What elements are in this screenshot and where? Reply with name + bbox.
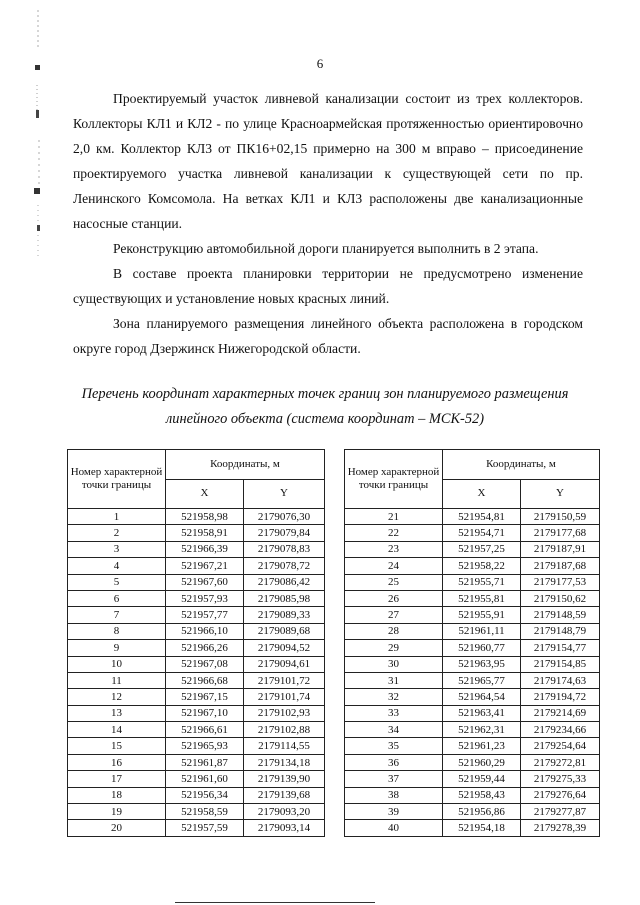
table-row bbox=[68, 574, 325, 590]
x-coordinate-cell: 521958,59 bbox=[166, 804, 244, 820]
y-coordinate-cell: 2179102,88 bbox=[244, 722, 325, 738]
footnote-divider bbox=[175, 902, 375, 903]
point-number-cell: 17 bbox=[68, 771, 166, 787]
y-coordinate-cell: 2179194,72 bbox=[521, 689, 600, 705]
table-row bbox=[345, 771, 600, 787]
y-coordinate-cell: 2179085,98 bbox=[244, 590, 325, 606]
point-number-cell: 16 bbox=[68, 754, 166, 770]
x-coordinate-cell: 521954,81 bbox=[443, 509, 521, 525]
table-row bbox=[68, 623, 325, 639]
table-row bbox=[345, 558, 600, 574]
x-coordinate-cell: 521954,18 bbox=[443, 820, 521, 836]
y-coordinate-cell: 2179254,64 bbox=[521, 738, 600, 754]
y-coordinate-cell: 2179187,91 bbox=[521, 541, 600, 557]
y-coordinate-cell: 2179094,52 bbox=[244, 640, 325, 656]
coordinates-rows-left bbox=[68, 509, 325, 837]
point-number-cell: 29 bbox=[345, 640, 443, 656]
y-coordinate-cell: 2179154,77 bbox=[521, 640, 600, 656]
y-coordinate-cell: 2179101,72 bbox=[244, 672, 325, 688]
table-title: Перечень координат характерных точек границ зон планируемого размещения линейного объекта (система координат – МСК-52) bbox=[81, 386, 569, 427]
point-number-cell: 12 bbox=[68, 689, 166, 705]
table-row bbox=[345, 509, 600, 525]
y-coordinate-cell: 2179078,72 bbox=[244, 558, 325, 574]
y-coordinate-cell: 2179154,85 bbox=[521, 656, 600, 672]
x-coordinate-cell: 521961,60 bbox=[166, 771, 244, 787]
paragraph-red-lines: В составе проекта планировки территории не предусмотрено изменение существующих и установление новых красных линий. bbox=[73, 266, 583, 306]
y-coordinate-cell: 2179093,14 bbox=[244, 820, 325, 836]
y-coordinate-cell: 2179094,61 bbox=[244, 656, 325, 672]
y-coordinate-cell: 2179150,59 bbox=[521, 509, 600, 525]
table-row bbox=[345, 541, 600, 557]
x-coordinate-cell: 521957,93 bbox=[166, 590, 244, 606]
x-coordinate-cell: 521959,44 bbox=[443, 771, 521, 787]
x-coordinate-cell: 521965,77 bbox=[443, 672, 521, 688]
point-number-cell: 19 bbox=[68, 804, 166, 820]
point-number-cell: 30 bbox=[345, 656, 443, 672]
x-coordinate-cell: 521962,31 bbox=[443, 722, 521, 738]
y-coordinate-cell: 2179134,18 bbox=[244, 754, 325, 770]
point-number-cell: 36 bbox=[345, 754, 443, 770]
point-number-cell: 22 bbox=[345, 525, 443, 541]
table-row bbox=[68, 558, 325, 574]
point-number-cell: 20 bbox=[68, 820, 166, 836]
point-number-cell: 1 bbox=[68, 509, 166, 525]
table-row bbox=[345, 804, 600, 820]
y-coordinate-cell: 2179148,59 bbox=[521, 607, 600, 623]
x-coordinate-cell: 521957,25 bbox=[443, 541, 521, 557]
x-coordinate-cell: 521958,91 bbox=[166, 525, 244, 541]
x-coordinate-cell: 521961,87 bbox=[166, 754, 244, 770]
x-coordinate-cell: 521957,77 bbox=[166, 607, 244, 623]
x-coordinate-cell: 521954,71 bbox=[443, 525, 521, 541]
y-coordinate-cell: 2179278,39 bbox=[521, 820, 600, 836]
table-row bbox=[345, 820, 600, 836]
point-number-cell: 32 bbox=[345, 689, 443, 705]
x-coordinate-cell: 521961,11 bbox=[443, 623, 521, 639]
y-coordinate-cell: 2179093,20 bbox=[244, 804, 325, 820]
x-coordinate-cell: 521955,91 bbox=[443, 607, 521, 623]
y-coordinate-cell: 2179174,63 bbox=[521, 672, 600, 688]
table-row bbox=[345, 656, 600, 672]
point-number-cell: 27 bbox=[345, 607, 443, 623]
x-coordinate-cell: 521960,29 bbox=[443, 754, 521, 770]
y-coordinate-cell: 2179148,79 bbox=[521, 623, 600, 639]
x-coordinate-cell: 521967,60 bbox=[166, 574, 244, 590]
coordinates-rows-right bbox=[345, 509, 600, 837]
table-row bbox=[68, 738, 325, 754]
point-number-cell: 10 bbox=[68, 656, 166, 672]
x-coordinate-cell: 521963,41 bbox=[443, 705, 521, 721]
coordinates-table-left bbox=[67, 449, 325, 837]
x-coordinate-cell: 521961,23 bbox=[443, 738, 521, 754]
x-coordinate-cell: 521963,95 bbox=[443, 656, 521, 672]
x-coordinate-cell: 521965,93 bbox=[166, 738, 244, 754]
page-number: 6 bbox=[316, 56, 324, 71]
point-number-cell: 13 bbox=[68, 705, 166, 721]
point-number-cell: 26 bbox=[345, 590, 443, 606]
point-number-cell: 2 bbox=[68, 525, 166, 541]
header-y: Y bbox=[244, 479, 325, 509]
x-coordinate-cell: 521960,77 bbox=[443, 640, 521, 656]
x-coordinate-cell: 521966,10 bbox=[166, 623, 244, 639]
y-coordinate-cell: 2179078,83 bbox=[244, 541, 325, 557]
x-coordinate-cell: 521958,22 bbox=[443, 558, 521, 574]
x-coordinate-cell: 521966,26 bbox=[166, 640, 244, 656]
y-coordinate-cell: 2179177,68 bbox=[521, 525, 600, 541]
point-number-cell: 11 bbox=[68, 672, 166, 688]
y-coordinate-cell: 2179076,30 bbox=[244, 509, 325, 525]
table-row bbox=[345, 787, 600, 803]
y-coordinate-cell: 2179079,84 bbox=[244, 525, 325, 541]
y-coordinate-cell: 2179139,68 bbox=[244, 787, 325, 803]
y-coordinate-cell: 2179187,68 bbox=[521, 558, 600, 574]
table-row bbox=[68, 541, 325, 557]
table-row bbox=[68, 656, 325, 672]
point-number-cell: 39 bbox=[345, 804, 443, 820]
header-coordinates: Координаты, м bbox=[443, 450, 600, 480]
table-row bbox=[68, 705, 325, 721]
table-row bbox=[345, 623, 600, 639]
table-row bbox=[345, 689, 600, 705]
y-coordinate-cell: 2179102,93 bbox=[244, 705, 325, 721]
table-row bbox=[68, 672, 325, 688]
table-row bbox=[345, 574, 600, 590]
point-number-cell: 14 bbox=[68, 722, 166, 738]
table-row bbox=[68, 509, 325, 525]
point-number-cell: 9 bbox=[68, 640, 166, 656]
x-coordinate-cell: 521966,39 bbox=[166, 541, 244, 557]
point-number-cell: 15 bbox=[68, 738, 166, 754]
x-coordinate-cell: 521956,34 bbox=[166, 787, 244, 803]
table-row bbox=[68, 689, 325, 705]
point-number-cell: 6 bbox=[68, 590, 166, 606]
point-number-cell: 40 bbox=[345, 820, 443, 836]
point-number-cell: 31 bbox=[345, 672, 443, 688]
x-coordinate-cell: 521966,61 bbox=[166, 722, 244, 738]
point-number-cell: 34 bbox=[345, 722, 443, 738]
point-number-cell: 25 bbox=[345, 574, 443, 590]
y-coordinate-cell: 2179089,68 bbox=[244, 623, 325, 639]
x-coordinate-cell: 521967,10 bbox=[166, 705, 244, 721]
point-number-cell: 5 bbox=[68, 574, 166, 590]
table-row bbox=[345, 705, 600, 721]
y-coordinate-cell: 2179086,42 bbox=[244, 574, 325, 590]
table-row bbox=[345, 590, 600, 606]
x-coordinate-cell: 521956,86 bbox=[443, 804, 521, 820]
table-row bbox=[345, 738, 600, 754]
x-coordinate-cell: 521967,21 bbox=[166, 558, 244, 574]
table-row bbox=[68, 607, 325, 623]
table-row bbox=[68, 804, 325, 820]
table-row bbox=[68, 525, 325, 541]
table-row bbox=[68, 590, 325, 606]
y-coordinate-cell: 2179150,62 bbox=[521, 590, 600, 606]
point-number-cell: 33 bbox=[345, 705, 443, 721]
table-row bbox=[345, 722, 600, 738]
x-coordinate-cell: 521958,43 bbox=[443, 787, 521, 803]
point-number-cell: 21 bbox=[345, 509, 443, 525]
y-coordinate-cell: 2179114,55 bbox=[244, 738, 325, 754]
table-row bbox=[68, 754, 325, 770]
y-coordinate-cell: 2179276,64 bbox=[521, 787, 600, 803]
header-coordinates: Координаты, м bbox=[166, 450, 325, 480]
table-row bbox=[345, 607, 600, 623]
table-row bbox=[68, 820, 325, 836]
x-coordinate-cell: 521955,71 bbox=[443, 574, 521, 590]
margin-scan-marks bbox=[30, 10, 46, 270]
point-number-cell: 28 bbox=[345, 623, 443, 639]
header-x: X bbox=[443, 479, 521, 509]
header-point-number: Номер характерной точки границы bbox=[345, 450, 443, 509]
point-number-cell: 38 bbox=[345, 787, 443, 803]
point-number-cell: 7 bbox=[68, 607, 166, 623]
x-coordinate-cell: 521966,68 bbox=[166, 672, 244, 688]
x-coordinate-cell: 521958,98 bbox=[166, 509, 244, 525]
table-row bbox=[345, 754, 600, 770]
y-coordinate-cell: 2179177,53 bbox=[521, 574, 600, 590]
point-number-cell: 35 bbox=[345, 738, 443, 754]
x-coordinate-cell: 521967,08 bbox=[166, 656, 244, 672]
x-coordinate-cell: 521955,81 bbox=[443, 590, 521, 606]
y-coordinate-cell: 2179277,87 bbox=[521, 804, 600, 820]
paragraph-stages: Реконструкцию автомобильной дороги планируется выполнить в 2 этапа. bbox=[113, 241, 539, 256]
y-coordinate-cell: 2179214,69 bbox=[521, 705, 600, 721]
y-coordinate-cell: 2179275,33 bbox=[521, 771, 600, 787]
x-coordinate-cell: 521967,15 bbox=[166, 689, 244, 705]
y-coordinate-cell: 2179101,74 bbox=[244, 689, 325, 705]
coordinates-table-right bbox=[344, 449, 600, 837]
point-number-cell: 24 bbox=[345, 558, 443, 574]
table-row bbox=[68, 771, 325, 787]
table-row bbox=[68, 722, 325, 738]
point-number-cell: 18 bbox=[68, 787, 166, 803]
point-number-cell: 23 bbox=[345, 541, 443, 557]
paragraph-zone: Зона планируемого размещения линейного объекта расположена в городском округе город Дзержинск Нижегородской области. bbox=[73, 316, 583, 356]
table-row bbox=[68, 640, 325, 656]
x-coordinate-cell: 521957,59 bbox=[166, 820, 244, 836]
y-coordinate-cell: 2179139,90 bbox=[244, 771, 325, 787]
table-row bbox=[345, 525, 600, 541]
point-number-cell: 8 bbox=[68, 623, 166, 639]
point-number-cell: 3 bbox=[68, 541, 166, 557]
header-point-number: Номер характерной точки границы bbox=[68, 450, 166, 509]
header-y: Y bbox=[521, 479, 600, 509]
point-number-cell: 4 bbox=[68, 558, 166, 574]
paragraph-collectors: Проектируемый участок ливневой канализации состоит из трех коллекторов. Коллекторы КЛ1 и КЛ2 - по улице Красноармейская протяженностью ориентировочно 2,0 км. Коллектор КЛ3 от ПК16+02,15 примерно на 300 м вправо – присоединение проектируемого участка ливневой канализации к существующей сети по пр. Ленинского Комсомола. На ветках КЛ1 и КЛ3 расположены две канализационные насосные станции. bbox=[73, 91, 583, 231]
table-row bbox=[345, 672, 600, 688]
y-coordinate-cell: 2179089,33 bbox=[244, 607, 325, 623]
table-row bbox=[68, 787, 325, 803]
y-coordinate-cell: 2179234,66 bbox=[521, 722, 600, 738]
header-x: X bbox=[166, 479, 244, 509]
x-coordinate-cell: 521964,54 bbox=[443, 689, 521, 705]
table-row bbox=[345, 640, 600, 656]
y-coordinate-cell: 2179272,81 bbox=[521, 754, 600, 770]
point-number-cell: 37 bbox=[345, 771, 443, 787]
